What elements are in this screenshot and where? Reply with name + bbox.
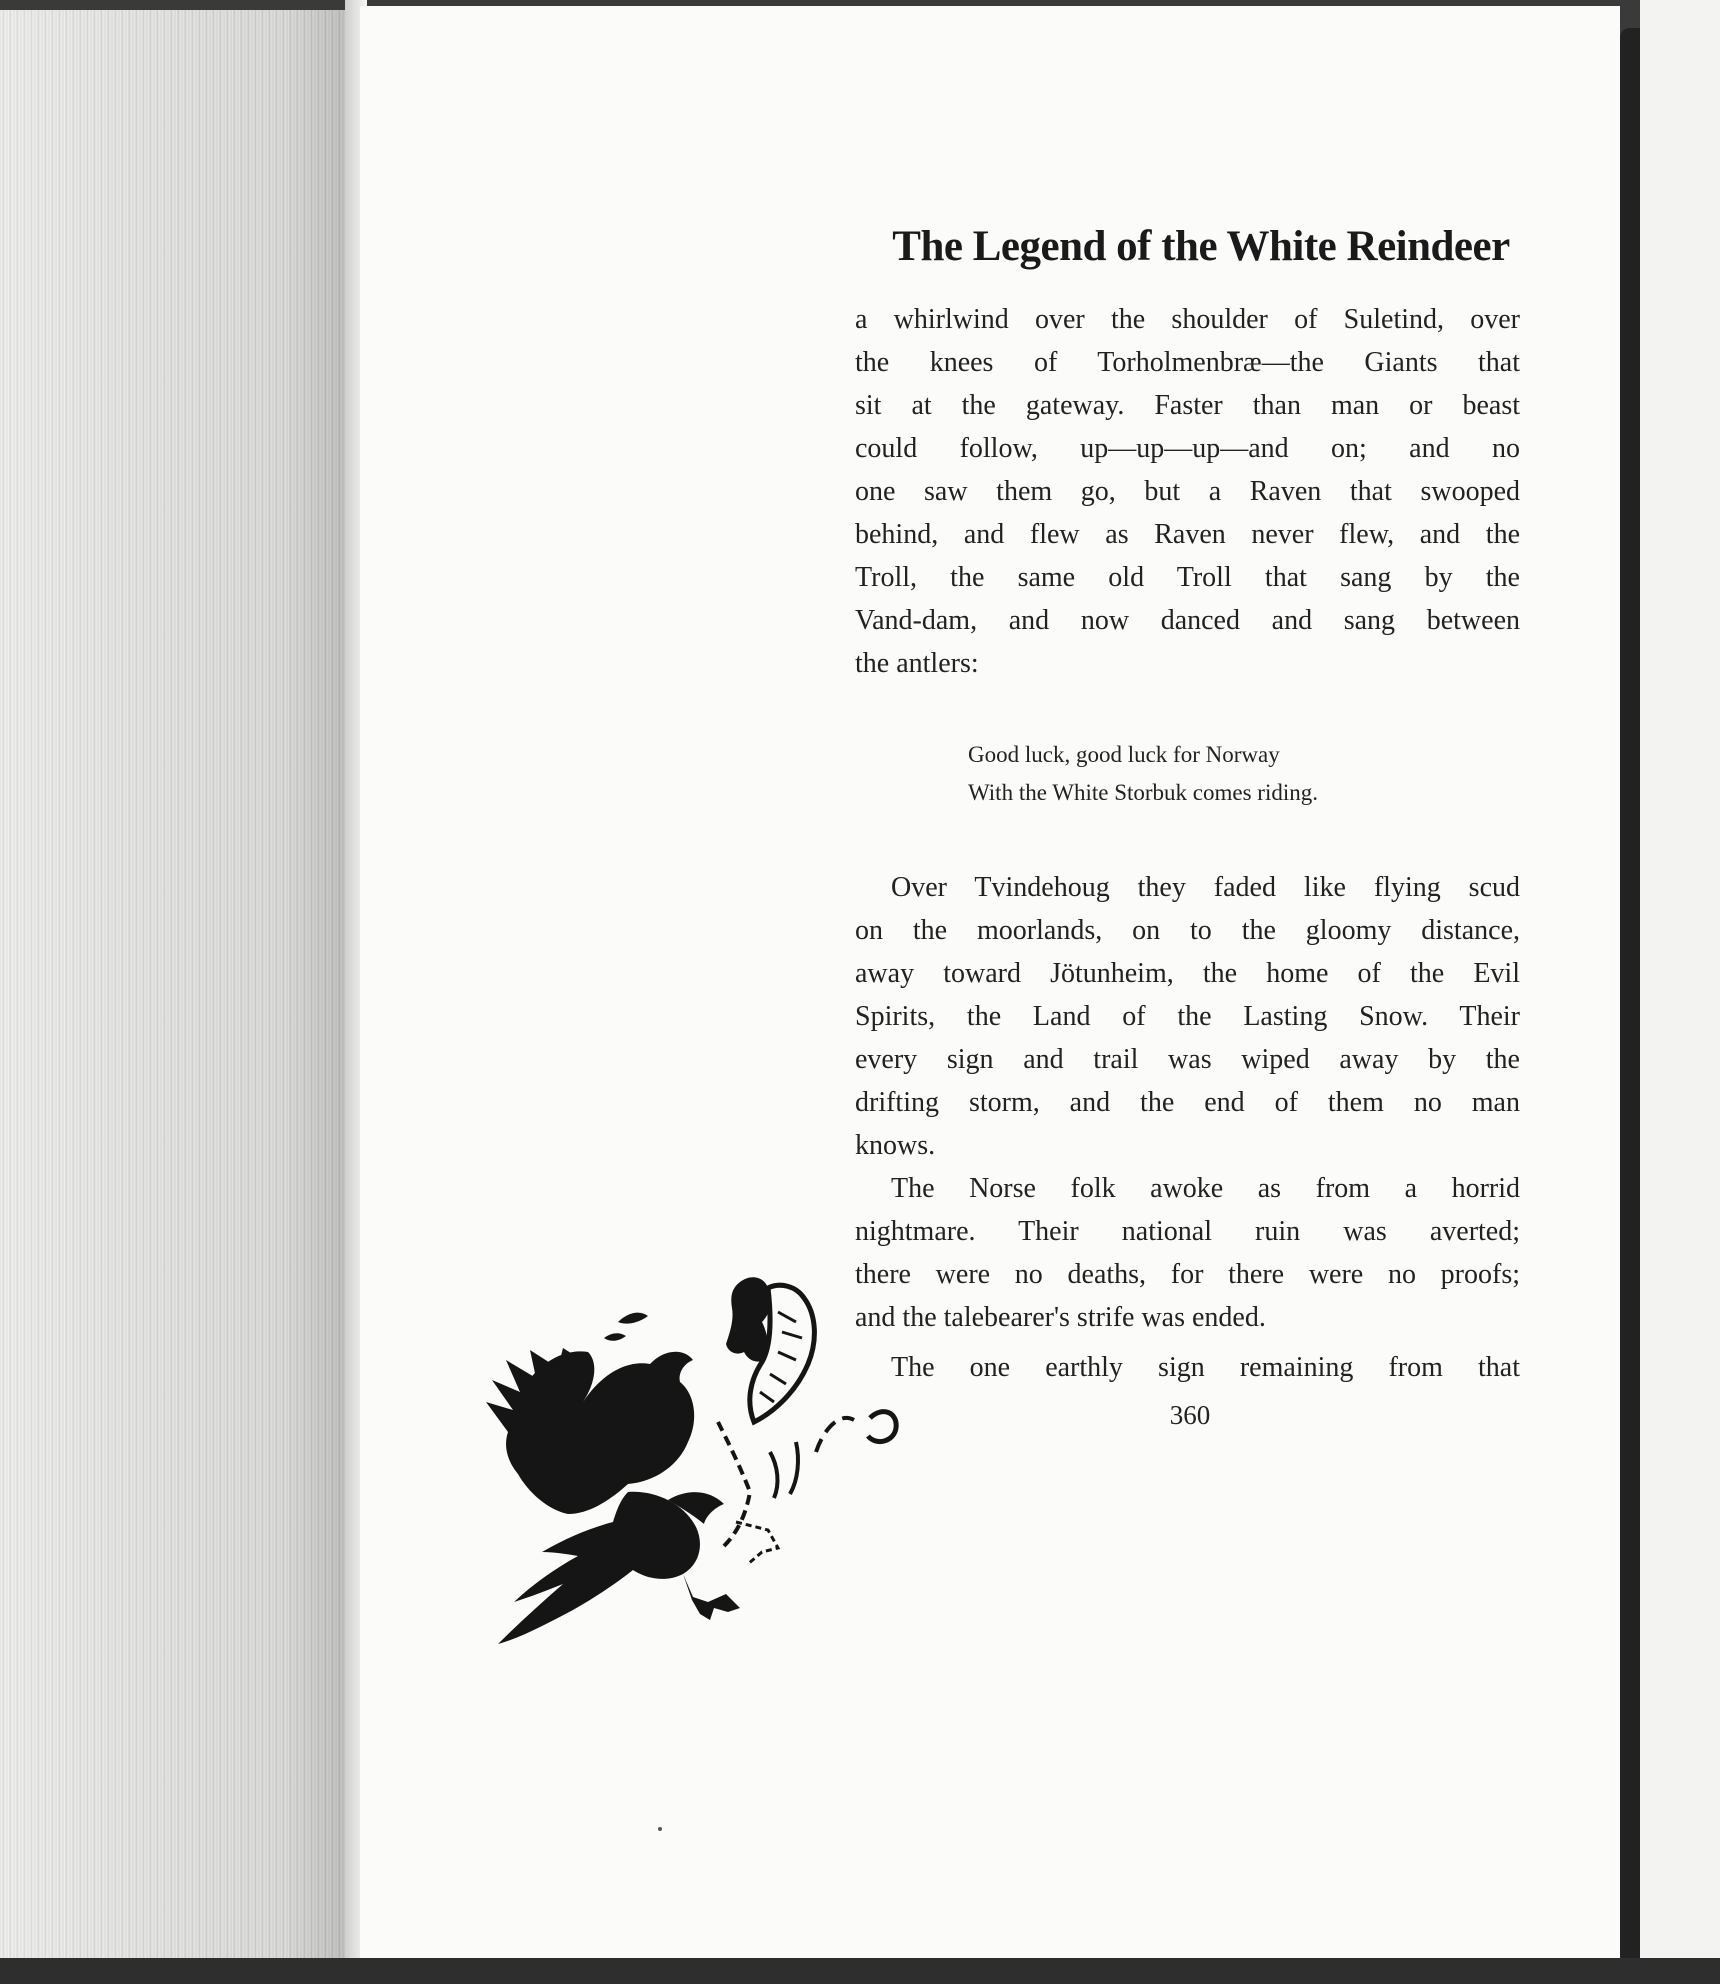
text-line: sit at the gateway. Faster than man or beast — [855, 390, 1520, 421]
text-line: drifting storm, and the end of them no man — [855, 1087, 1520, 1118]
text-line: could follow, up—up—up—and on; and no — [855, 433, 1520, 464]
text-line: The one earthly sign remaining from that — [891, 1352, 1520, 1383]
text-line: one saw them go, but a Raven that swooped — [855, 476, 1520, 507]
page-number: 360 — [1169, 1400, 1211, 1430]
text-line: Troll, the same old Troll that sang by the — [855, 562, 1520, 593]
verse-line: With the White Storbuk comes riding. — [968, 780, 1318, 805]
text-line: Spirits, the Land of the Lasting Snow. Their — [855, 1001, 1520, 1032]
text-line: and the talebearer's strife was ended. — [855, 1302, 1266, 1333]
text-line: a whirlwind over the shoulder of Suletind, over — [855, 304, 1520, 335]
page-edges — [0, 10, 355, 1960]
text-line: the knees of Torholmenbræ—the Giants that — [855, 347, 1520, 378]
facing-page — [1640, 0, 1720, 1984]
text-line: on the moorlands, on to the gloomy distance, — [855, 915, 1520, 946]
text-line: every sign and trail was wiped away by the — [855, 1044, 1520, 1075]
binding-edge — [1620, 28, 1642, 1964]
scan-shadow — [0, 1958, 1720, 1984]
scan-speck — [658, 1827, 662, 1831]
text-line: behind, and flew as Raven never flew, and the — [855, 519, 1520, 550]
text-line: away toward Jötunheim, the home of the Evil — [855, 958, 1520, 989]
text-line: knows. — [855, 1130, 936, 1161]
text-line: Vand-dam, and now danced and sang between — [855, 605, 1520, 636]
running-title: The Legend of the White Reindeer — [892, 223, 1510, 270]
text-line: The Norse folk awoke as from a horrid — [891, 1173, 1520, 1204]
text-line: the antlers: — [855, 648, 979, 679]
raven-and-troll-illustration-icon — [478, 1252, 948, 1662]
text-line: there were no deaths, for there were no proofs; — [855, 1259, 1520, 1290]
text-line: nightmare. Their national ruin was averted; — [855, 1216, 1520, 1247]
text-line: Over Tvindehoug they faded like flying scud — [891, 872, 1520, 903]
verse-line: Good luck, good luck for Norway — [968, 742, 1280, 767]
